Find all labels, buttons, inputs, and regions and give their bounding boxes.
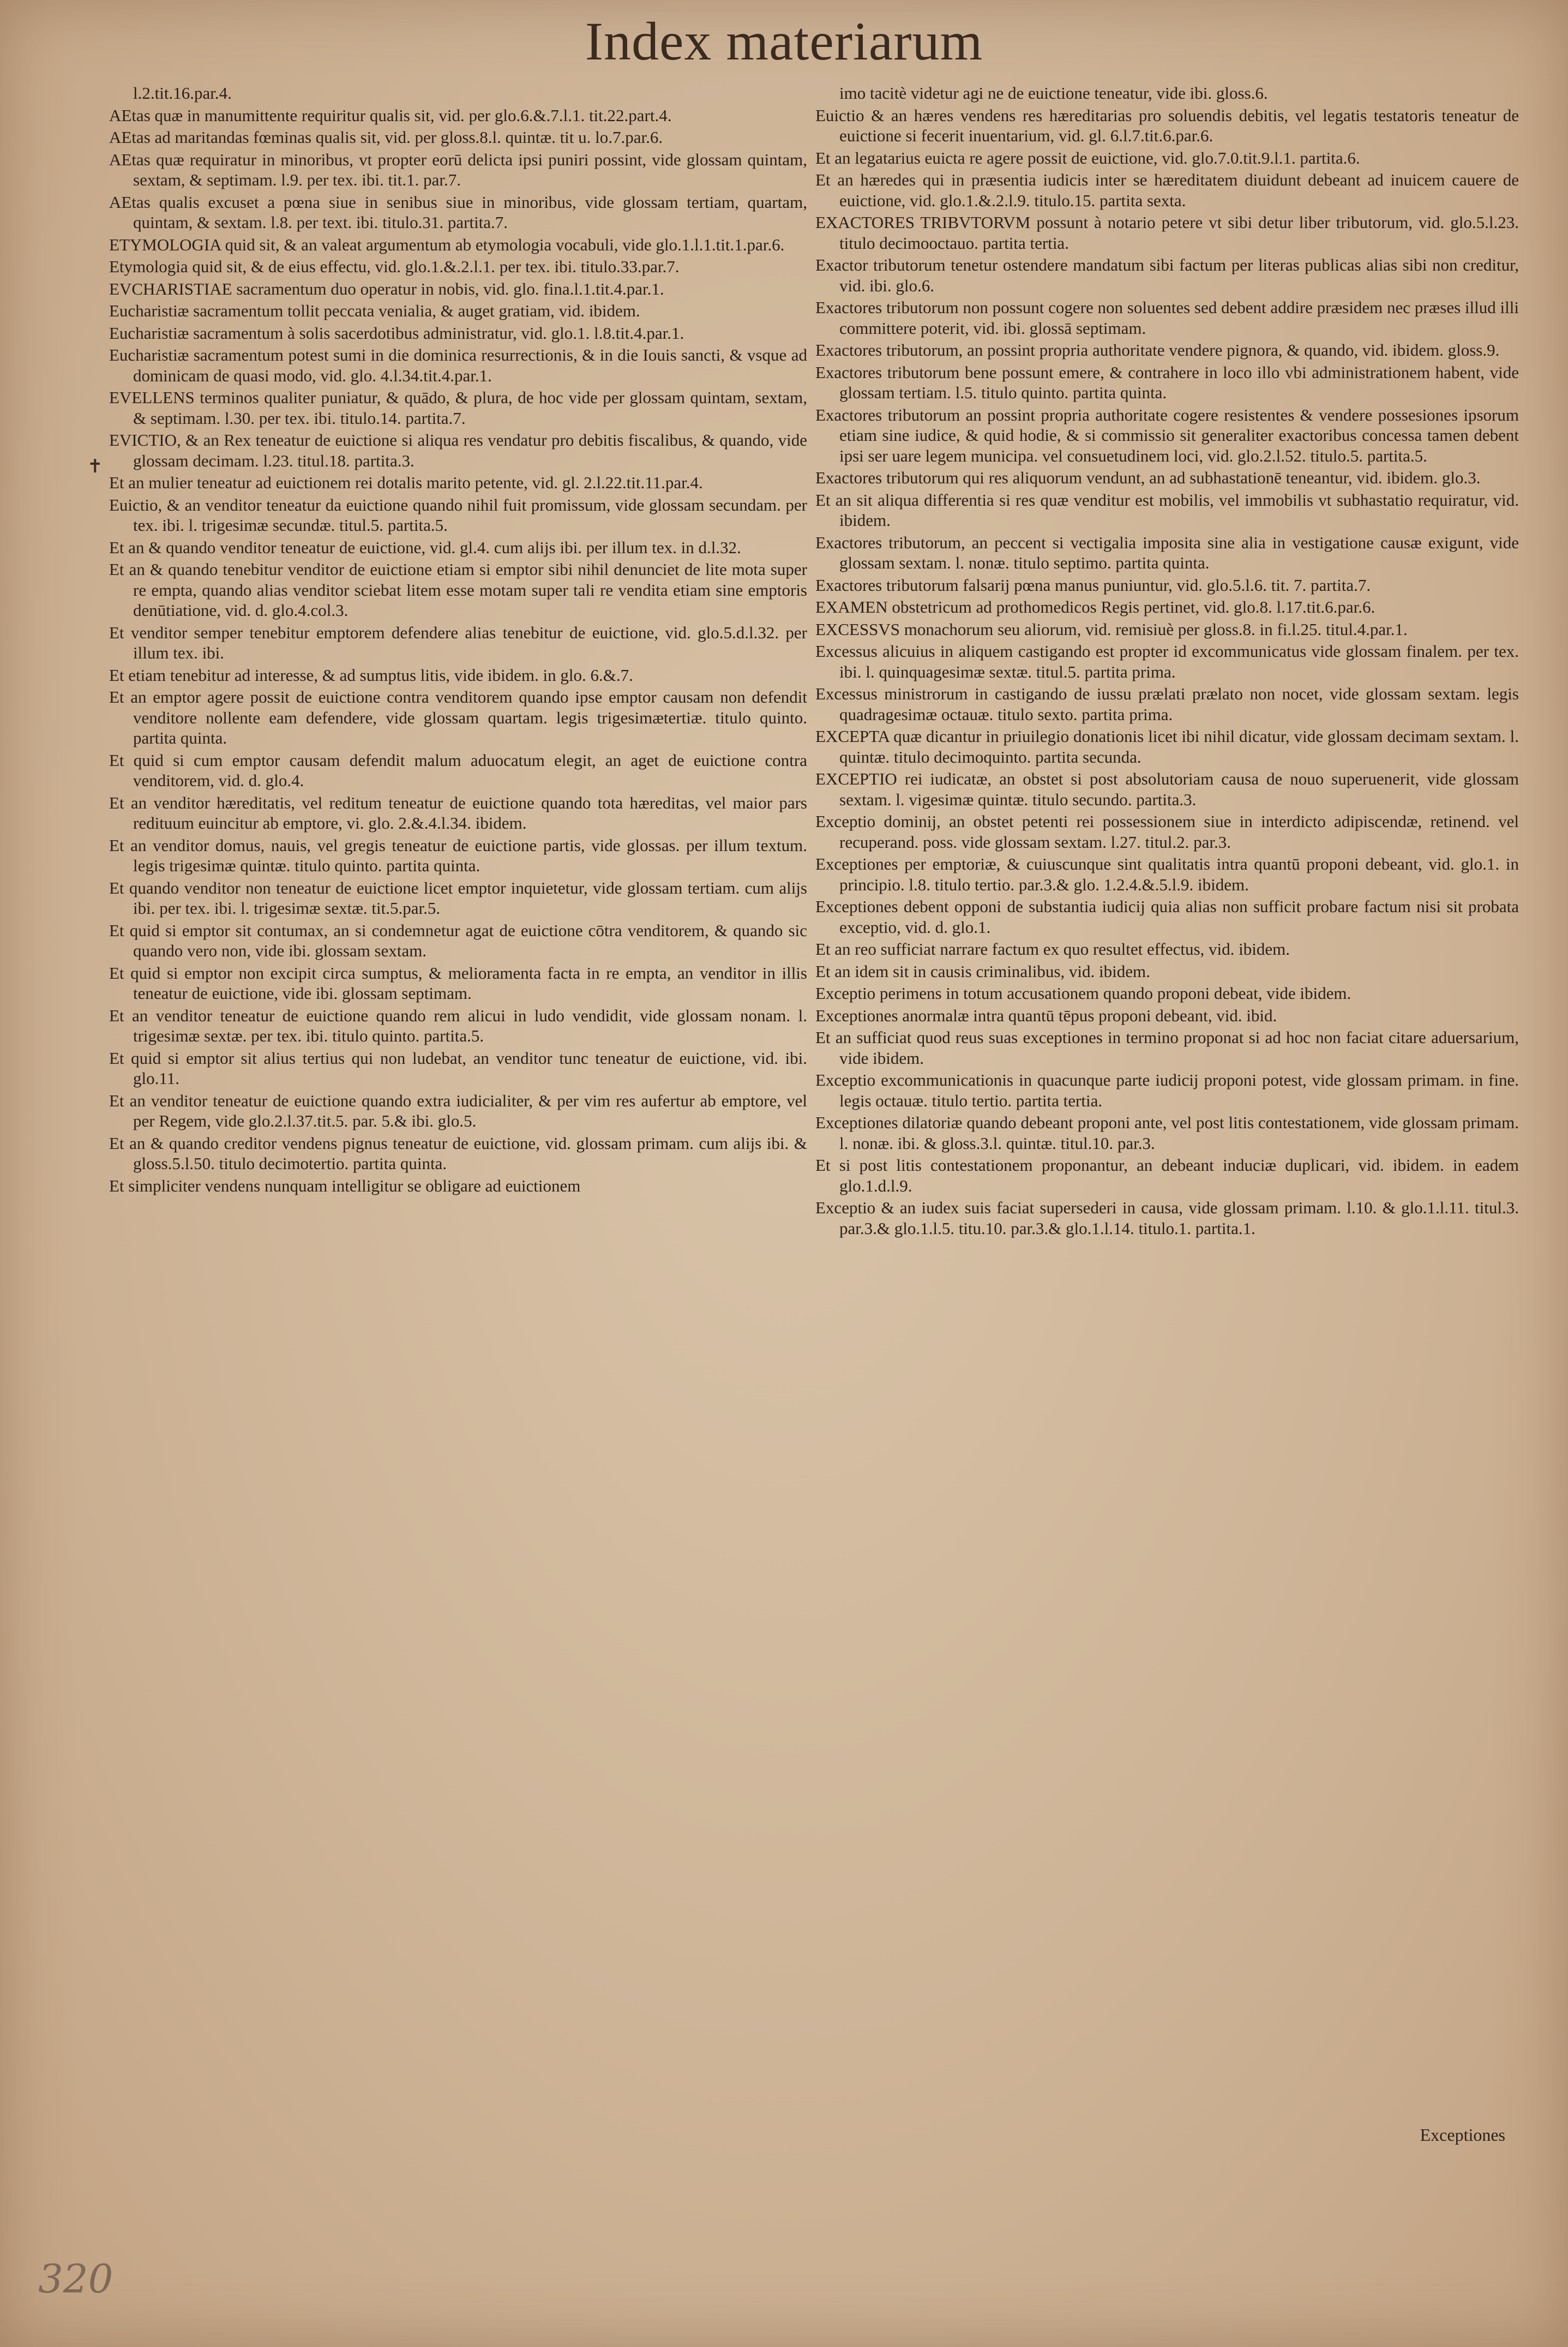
index-entry: EXCESSVS monachorum seu aliorum, vid. remisiuè per gloss.8. in fi.l.25. titul.4.par.1. (815, 619, 1408, 639)
index-entry: Et an legatarius euicta re agere possit de euictione, vid. glo.7.0.tit.9.l.1. partita.6. (815, 148, 1360, 167)
index-entry: ETYMOLOGIA quid sit, & an valeat argumentum ab etymologia vocabuli, vide glo.1.l.1.tit.1.par.6. (109, 235, 785, 254)
index-entry: Et si post litis contestationem proponantur, an debeant induciæ duplicari, vid. ibidem. in eadem glo.1.d.l.9. (815, 1155, 1519, 1195)
index-entry: Et simpliciter vendens nunquam intelligitur se obligare ad euictionem (109, 1176, 581, 1195)
index-entry: AEtas ad maritandas fœminas qualis sit, vid. per gloss.8.l. quintæ. tit u. lo.7.par.6. (109, 128, 663, 147)
index-entry: Et etiam tenebitur ad interesse, & ad sumptus litis, vide ibidem. in glo. 6.&.7. (109, 665, 633, 685)
index-entry: Et an sufficiat quod reus suas exceptiones in termino proponat si ad hoc non faciat citare aduersarium, vide ibidem. (815, 1028, 1519, 1068)
index-entry: Et an venditor domus, nauis, vel gregis teneatur de euictione partis, vide glossas. per illum textum. legis trigesimæ quintæ. titulo quinto. partita quinta. (109, 835, 807, 875)
index-entry: Et quando venditor non teneatur de euictione licet emptor inquietetur, vide glossam tertiam. cum alijs ibi. per tex. ibi. l. trigesimæ sextæ. tit.5.par.5. (109, 878, 807, 918)
index-entry: Euictio & an hæres vendens res hæreditarias pro soluendis debitis, vel legatis testatoris teneatur de euictione si fecerit inuentarium, vid. gl. 6.l.7.tit.6.par.6. (815, 105, 1519, 145)
index-entry: Et an reo sufficiat narrare factum ex quo resultet effectus, vid. ibidem. (815, 939, 1290, 959)
index-entry: Exactor tributorum tenetur ostendere mandatum sibi factum per literas publicas alias sibi non creditur, vid. ibi. glo.6. (815, 255, 1519, 295)
index-entry: imo tacitè videtur agi ne de euictione teneatur, vide ibi. gloss.6. (839, 83, 1268, 103)
index-entry: Exactores tributorum an possint propria authoritate cogere resistentes & vendere possesiones ipsorum etiam sine iudice, & quid hodie, & si commissio sit generaliter exactoribus concessa tamen debent ipsi ser uare legem municipa. vel consuetudinem loci, vid. glo.2.l.52. titulo.5. partita.5. (815, 405, 1519, 465)
index-entry: Et an & quando tenebitur venditor de euictione etiam si emptor sibi nihil denunciet de lite mota super re empta, quando alias venditor sciebat litem esse motam super tali re vendita etiam sine emptoris denūtiatione, vid. d. glo.4.col.3. (109, 560, 807, 620)
index-entry: Excessus alicuius in aliquem castigando est propter id excommunicatus vide glossam finalem. per tex. ibi. l. quinquagesimæ sextæ. titul.5. partita prima. (815, 642, 1519, 681)
index-entry: Exceptiones anormalæ intra quantū tēpus proponi debeant, vid. ibid. (815, 1005, 1277, 1025)
left-column (109, 83, 807, 1198)
index-entry: Eucharistiæ sacramentum potest sumi in die dominica resurrectionis, & in die Iouis sancti, & vsque ad dominicam de quasi modo, vid. glo. 4.l.34.tit.4.par.1. (109, 345, 807, 385)
index-entry: Et an sit aliqua differentia si res quæ venditur est mobilis, vel immobilis vt subhastatio requiratur, vid. ibidem. (815, 490, 1519, 530)
page-title: Index materiarum (585, 11, 983, 71)
index-entry: AEtas quæ requiratur in minoribus, vt propter eorū delicta ipsi puniri possint, vide glossam quintam, sextam, & septimam. l.9. per tex. ibi. tit.1. par.7. (109, 149, 807, 189)
index-entry: EVCHARISTIAE sacramentum duo operatur in nobis, vid. glo. fina.l.1.tit.4.par.1. (109, 279, 664, 298)
index-entry: AEtas quæ in manumittente requiritur qualis sit, vid. per glo.6.&.7.l.1. tit.22.part.4. (109, 105, 672, 125)
index-entry: EXCEPTA quæ dicantur in priuilegio donationis licet ibi nihil dicatur, vide glossam decimam sextam. l. quintæ. titulo decimoquinto. partita secunda. (815, 727, 1519, 767)
index-entry: AEtas qualis excuset a pœna siue in senibus siue in minoribus, vide glossam tertiam, quartam, quintam, & sextam. l.8. per text. ibi. titulo.31. partita.7. (109, 192, 807, 232)
index-entry: Et an mulier teneatur ad euictionem rei dotalis marito petente, vid. gl. 2.l.22.tit.11.par.4. (109, 473, 703, 492)
index-entry: Exceptio dominij, an obstet petenti rei possessionem siue in interdicto adipiscendæ, retinend. vel recuperand. poss. vide glossam sextam. l.27. titul.2. par.3. (815, 812, 1519, 852)
index-entry: Exactores tributorum bene possunt emere, & contrahere in loco illo vbi administrationem habent, vide glossam tertiam. l.5. titulo quinto. partita quinta. (815, 362, 1519, 402)
index-entry: Exactores tributorum falsarij pœna manus puniuntur, vid. glo.5.l.6. tit. 7. partita.7. (815, 575, 1371, 595)
index-entry: Et venditor semper tenebitur emptorem defendere alias tenebitur de euictione, vid. glo.5.d.l.32. per illum tex. ibi. (109, 622, 807, 662)
index-entry: EXCEPTIO rei iudicatæ, an obstet si post absolutoriam causa de nouo superuenerit, vide glossam sextam. l. vigesimæ quintæ. titulo secundo. partita.3. (815, 769, 1519, 809)
catchword: Exceptiones (1420, 2125, 1505, 2145)
index-entry: Et an venditor hæreditatis, vel reditum teneatur de euictione quando tota hæreditas, vel maior pars redituum euincitur ab emptore, vi. glo. 2.&.4.l.34. ibidem. (109, 793, 807, 833)
index-entry: Et an emptor agere possit de euictione contra venditorem quando ipse emptor causam non defendit venditore nollente eam defendere, vide glossam quartam. legis trigesimætertiæ. titulo quinto. partita quinta. (109, 687, 807, 747)
index-entry: Exactores tributorum, an peccent si vectigalia imposita sine alia in vestigatione causæ exigunt, vide glossam sextam. l. nonæ. titulo septimo. partita quinta. (815, 532, 1519, 572)
index-entry: Et an & quando venditor teneatur de euictione, vid. gl.4. cum alijs ibi. per illum tex. in d.l.32. (109, 537, 741, 557)
index-entry: Exceptio excommunicationis in quacunque parte iudicij proponi potest, vide glossam primam. in fine. legis octauæ. titulo tertio. partita tertia. (815, 1070, 1519, 1110)
right-column (815, 83, 1519, 1240)
index-entry: Eucharistiæ sacramentum à solis sacerdotibus administratur, vid. glo.1. l.8.tit.4.par.1. (109, 323, 684, 343)
index-entry: l.2.tit.16.par.4. (133, 83, 232, 103)
index-entry: EVELLENS terminos qualiter puniatur, & quādo, & plura, de hoc vide per glossam quintam, sextam, & septimam. l.30. per tex. ibi. titulo.14. partita.7. (109, 388, 807, 428)
index-entry: EXACTORES TRIBVTORVM possunt à notario petere vt sibi detur liber tributorum, vid. glo.5.l.23. titulo decimooctauo. partita tertia. (815, 213, 1519, 253)
folio-number: 320 (38, 2256, 113, 2302)
index-entry: Et quid si emptor sit contumax, an si condemnetur agat de euictione cōtra venditorem, & quando sic quando vero non, vide ibi. glossam sextam. (109, 920, 807, 960)
index-entry: Etymologia quid sit, & de eius effectu, vid. glo.1.&.2.l.1. per tex. ibi. titulo.33.par.7. (109, 257, 680, 276)
index-entry: Exceptio perimens in totum accusationem quando proponi debeat, vide ibidem. (815, 984, 1351, 1003)
index-entry: Et quid si emptor non excipit circa sumptus, & melioramenta facta in re empta, an venditor in illis teneatur de euictione, vide ibi. glossam septimam. (109, 963, 807, 1003)
index-entry: Exceptiones debent opponi de substantia iudicij quia alias non sufficit probare factum nisi sit probata exceptio, vid. d. glo.1. (815, 897, 1519, 937)
index-entry: Exactores tributorum non possunt cogere non soluentes sed debent addire præsidem nec præses illud illi committere poterit, vid. ibi. glossā septimam. (815, 298, 1519, 338)
index-entry: Et quid si emptor sit alius tertius qui non ludebat, an venditor tunc teneatur de euictione, vid. ibi. glo.11. (109, 1048, 807, 1088)
index-entry: Exceptiones per emptoriæ, & cuiuscunque sint qualitatis intra quantū proponi debeant, vid. glo.1. in principio. l.8. titulo tertio. par.3.& glo. 1.2.4.&.5.l.9. ibidem. (815, 854, 1519, 894)
index-entry: Eucharistiæ sacramentum tollit peccata venialia, & auget gratiam, vid. ibidem. (109, 301, 640, 320)
index-entry: EXAMEN obstetricum ad prothomedicos Regis pertinet, vid. glo.8. l.17.tit.6.par.6. (815, 597, 1375, 616)
index-entry: Et an venditor teneatur de euictione quando rem alicui in ludo vendidit, vide glossam nonam. l. trigesimæ sextæ. per tex. ibi. titulo quinto. partita.5. (109, 1005, 807, 1045)
index-entry: Et an idem sit in causis criminalibus, vid. ibidem. (815, 961, 1150, 981)
index-entry: Euictio, & an venditor teneatur da euictione quando nihil fuit promissum, vide glossam secundam. per tex. ibi. l. trigesimæ secundæ. titul.5. partita.5. (109, 495, 807, 535)
index-entry: EVICTIO, & an Rex teneatur de euictione si aliqua res vendatur pro debitis fiscalibus, & quando, vide glossam decimam. l.23. titul.18. partita.3. (109, 430, 807, 470)
index-entry: Excessus ministrorum in castigando de iussu prælati prælato non nocet, vide glossam sextam. legis quadragesimæ octauæ. titulo sexto. partita prima. (815, 684, 1519, 724)
index-entry: Et an & quando creditor vendens pignus teneatur de euictione, vid. glossam primam. cum alijs ibi. & gloss.5.l.50. titulo decimotertio. partita quinta. (109, 1133, 807, 1173)
index-entry: Exceptiones dilatoriæ quando debeant proponi ante, vel post litis contestationem, vide glossam primam. l. nonæ. ibi. & gloss.3.l. quintæ. titul.10. par.3. (815, 1113, 1519, 1153)
cross-mark-icon: ✝ (87, 456, 103, 477)
index-entry: Exactores tributorum qui res aliquorum vendunt, an ad subhastationē teneantur, vid. ibidem. glo.3. (815, 468, 1481, 487)
index-entry: Et quid si cum emptor causam defendit malum aduocatum elegit, an aget de euictione contra venditorem, vid. d. glo.4. (109, 750, 807, 790)
index-entry: Et an hæredes qui in præsentia iudicis inter se hæreditatem diuidunt debeant ad inuicem cauere de euictione, vid. glo.1.&.2.l.9. titulo.15. partita sexta. (815, 170, 1519, 210)
index-entry: Exactores tributorum, an possint propria authoritate vendere pignora, & quando, vid. ibidem. gloss.9. (815, 340, 1500, 360)
index-entry: Et an venditor teneatur de euictione quando extra iudicialiter, & per vim res aufertur ab emptore, vel per Regem, vide glo.2.l.37.tit.5. par. 5.& ibi. glo.5. (109, 1091, 807, 1130)
index-entry: Exceptio & an iudex suis faciat supersederi in causa, vide glossam primam. l.10. & glo.1.l.11. titul.3. par.3.& glo.1.l.5. titu.10. par.3.& glo.1.l.14. titulo.1. partita.1. (815, 1198, 1519, 1238)
